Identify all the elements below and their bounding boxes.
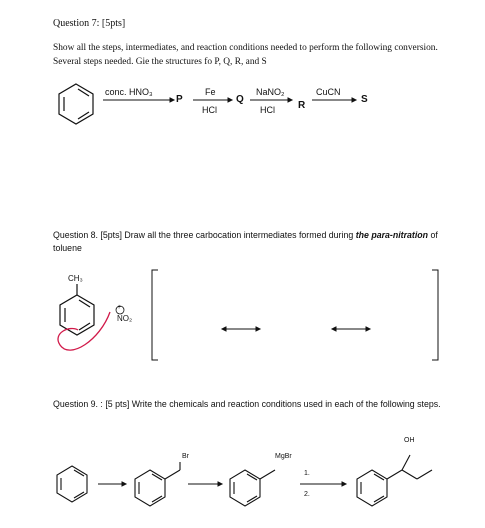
- step-1-label: 1.: [304, 470, 310, 477]
- plus-charge: +: [117, 304, 122, 311]
- question-7-title: Question 7: [5pts]: [53, 18, 126, 29]
- question-8-title: Question 8. [5pts] Draw all the three carbocation intermediates formed during: [53, 230, 356, 240]
- compound-q: Q: [236, 94, 244, 105]
- question-7-text: Show all the steps, intermediates, and reaction conditions needed to perform the following conversion. Several steps needed. Gie the structures fo P, Q, R, and S: [53, 43, 438, 67]
- resonance-arrows: [222, 327, 370, 331]
- br-label: Br: [182, 453, 189, 460]
- brackets-q8: [152, 270, 438, 360]
- reagent-fe: Fe: [205, 87, 216, 97]
- question-8-tail: of toluene: [53, 230, 438, 253]
- compound-s: S: [361, 94, 368, 105]
- reagent-conc-hno3: conc. HNO₃: [105, 87, 153, 97]
- compound-r: R: [298, 100, 306, 111]
- reagent-hcl-1: HCl: [202, 105, 217, 115]
- question-8-text: [53, 229, 463, 255]
- ch3-label: CH₃: [68, 274, 83, 283]
- oh-label: OH: [404, 437, 415, 444]
- step-2-label: 2.: [304, 491, 310, 498]
- question-8-emphasis: the para-nitration: [355, 230, 429, 240]
- q7-arrows: [103, 98, 356, 102]
- compound-p: P: [176, 94, 183, 105]
- benzene-q7: [59, 84, 93, 124]
- no2-label: NO₂: [117, 314, 133, 323]
- reagent-hcl-2: HCl: [260, 105, 275, 115]
- question-9-text: Question 9. : [5 pts] Write the chemicals and reaction conditions used in each of the following steps.: [53, 399, 441, 409]
- reagent-cucn: CuCN: [316, 87, 341, 97]
- toluene-q8: [60, 284, 94, 335]
- mgbr-label: MgBr: [275, 453, 292, 460]
- reagent-nano2: NaNO₂: [256, 87, 285, 97]
- q9-molecules: [57, 455, 432, 506]
